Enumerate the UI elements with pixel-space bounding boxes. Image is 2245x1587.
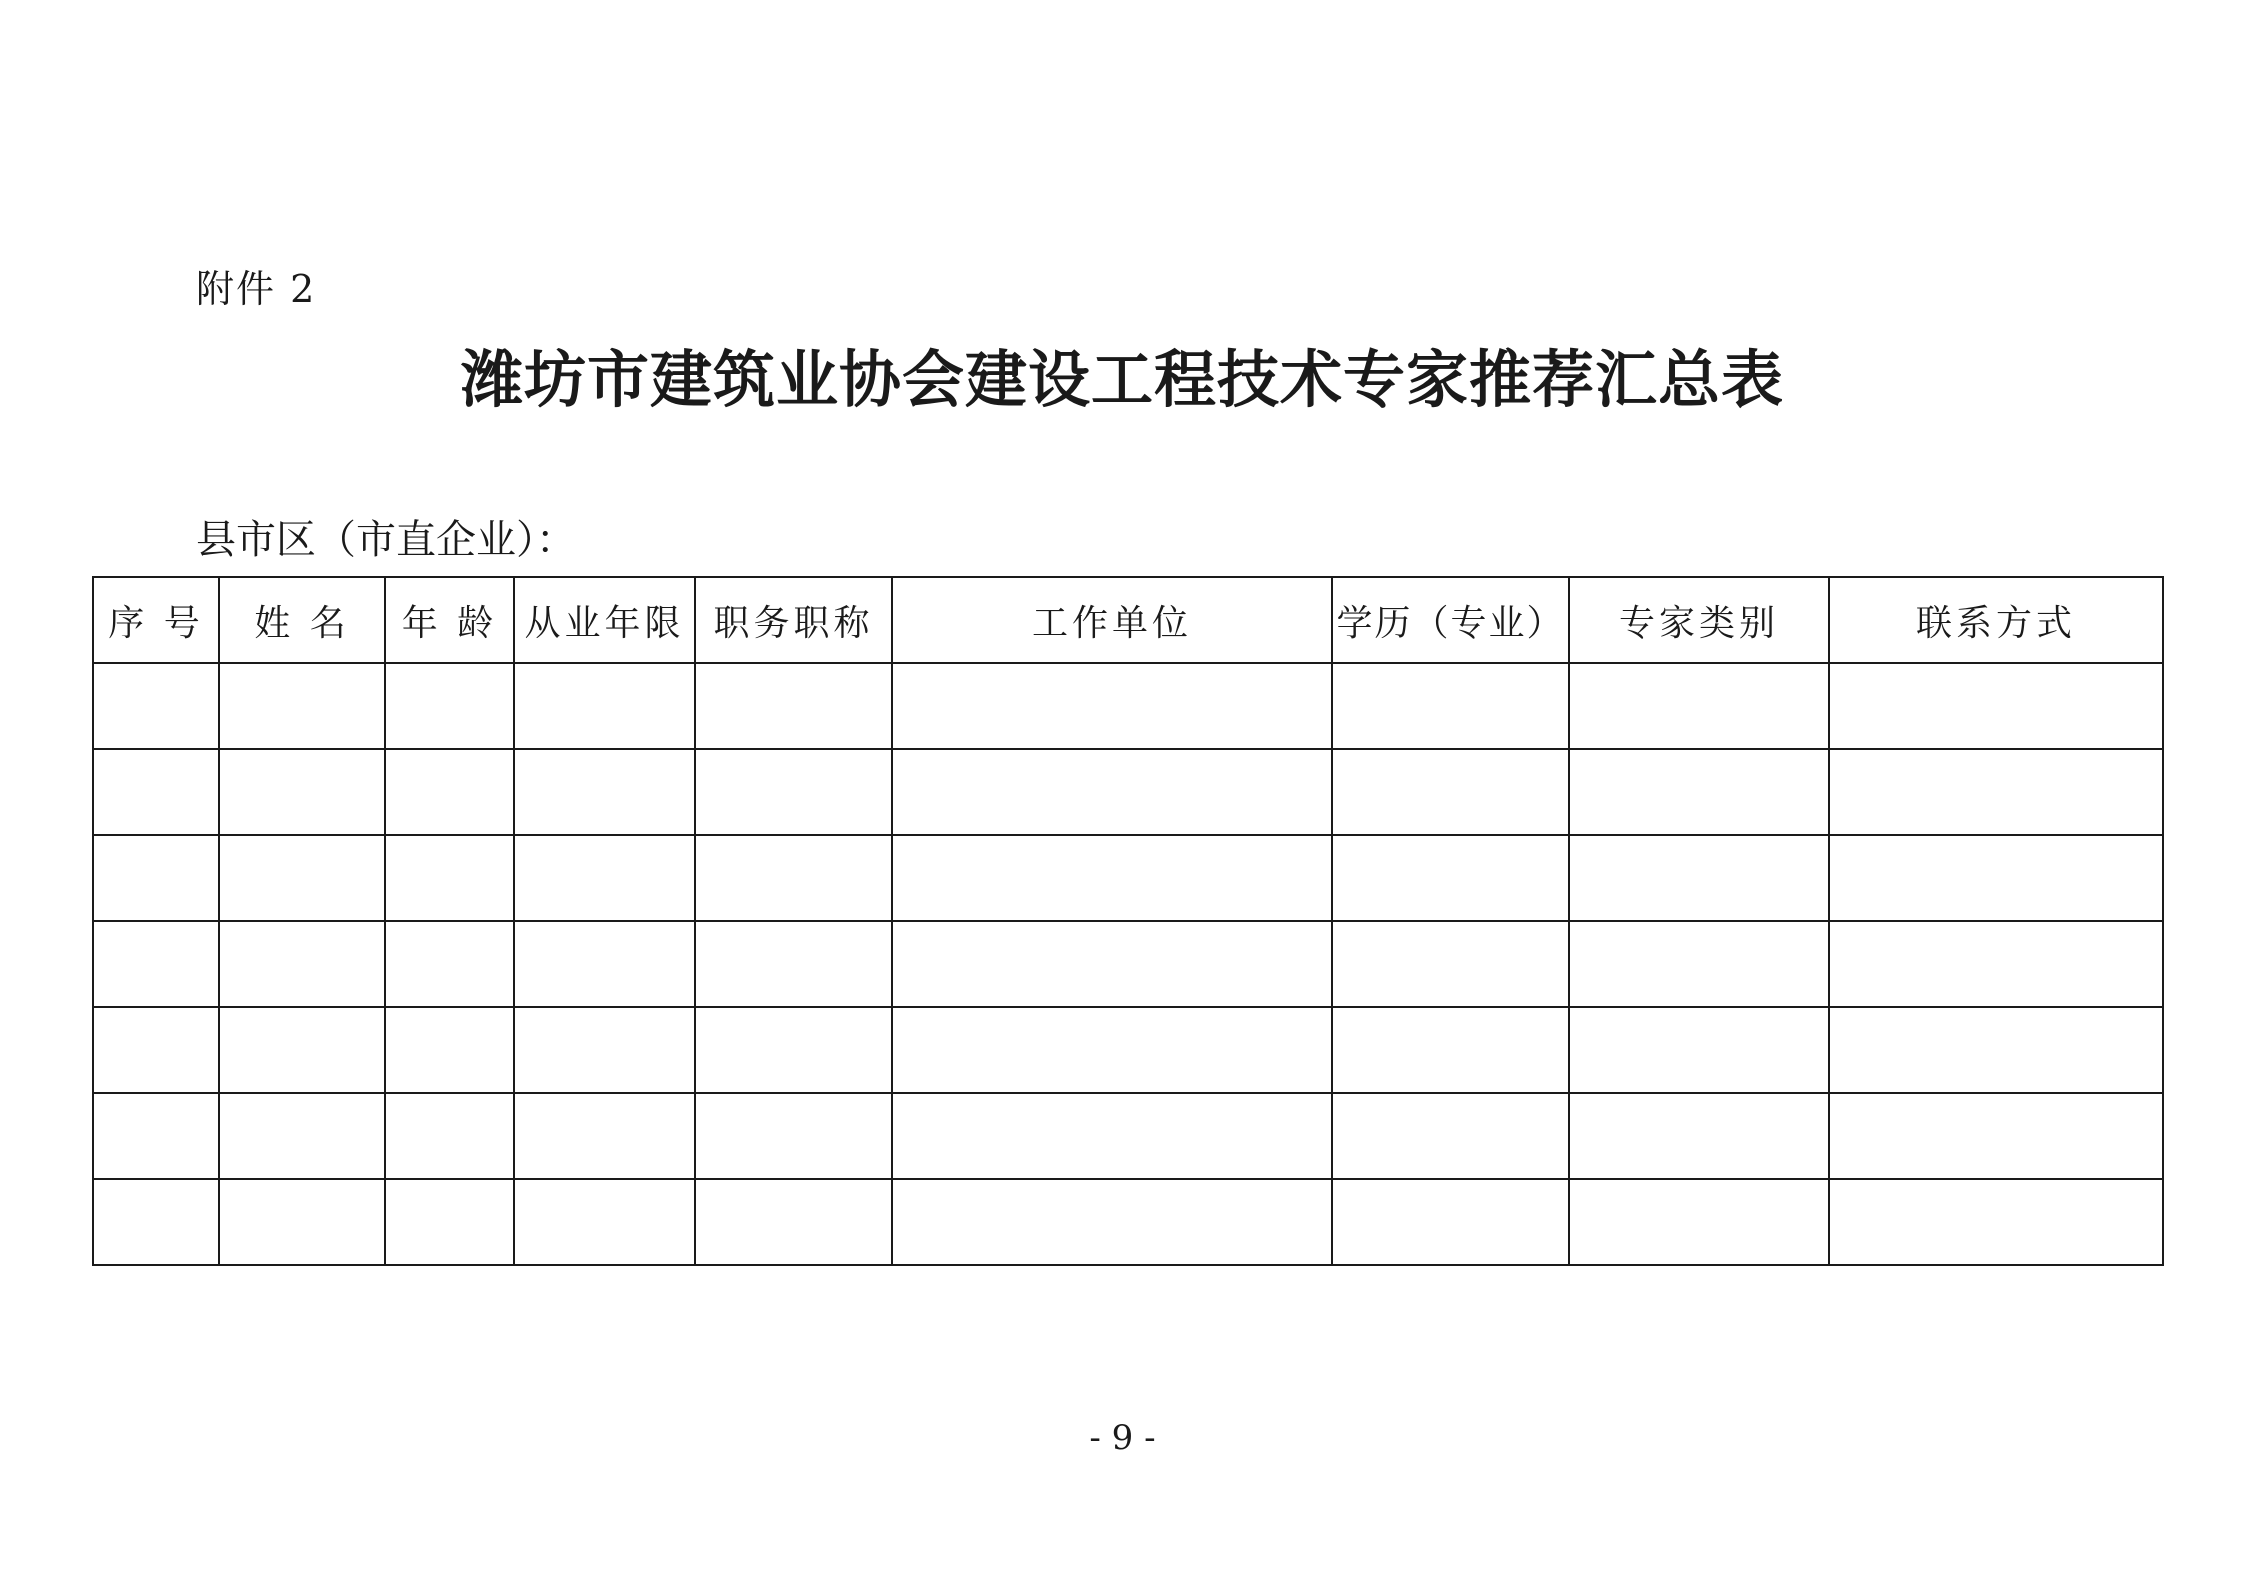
table-cell-expert-category[interactable]	[1569, 835, 1829, 921]
table-cell-work-unit[interactable]	[892, 1007, 1332, 1093]
table-cell-years-of-practice[interactable]	[514, 749, 695, 835]
table-cell-contact[interactable]	[1829, 663, 2163, 749]
table-cell-position-title[interactable]	[695, 921, 892, 1007]
table-cell-work-unit[interactable]	[892, 835, 1332, 921]
table-cell-years-of-practice[interactable]	[514, 1007, 695, 1093]
table-cell-expert-category[interactable]	[1569, 1093, 1829, 1179]
table-cell-name[interactable]	[219, 1179, 385, 1265]
table-cell-work-unit[interactable]	[892, 921, 1332, 1007]
table-cell-contact[interactable]	[1829, 835, 2163, 921]
column-header-contact: 联系方式	[1829, 577, 2163, 663]
table-row	[93, 749, 2163, 835]
table-cell-index[interactable]	[93, 749, 219, 835]
table-cell-position-title[interactable]	[695, 1093, 892, 1179]
table-cell-expert-category[interactable]	[1569, 1007, 1829, 1093]
table-cell-name[interactable]	[219, 921, 385, 1007]
table-cell-name[interactable]	[219, 1093, 385, 1179]
table-cell-name[interactable]	[219, 835, 385, 921]
table-cell-index[interactable]	[93, 1093, 219, 1179]
table-cell-education[interactable]	[1332, 835, 1569, 921]
table-cell-position-title[interactable]	[695, 1179, 892, 1265]
table-cell-education[interactable]	[1332, 749, 1569, 835]
table-cell-age[interactable]	[385, 921, 514, 1007]
table-row	[93, 1007, 2163, 1093]
table-cell-years-of-practice[interactable]	[514, 663, 695, 749]
column-header-expert-category: 专家类别	[1569, 577, 1829, 663]
table-cell-expert-category[interactable]	[1569, 663, 1829, 749]
region-label: 县市区（市直企业）：	[196, 517, 576, 563]
table-cell-name[interactable]	[219, 663, 385, 749]
table-cell-expert-category[interactable]	[1569, 921, 1829, 1007]
column-header-education: 学历（专业）	[1332, 577, 1569, 663]
column-header-age: 年 龄	[385, 577, 514, 663]
table-cell-work-unit[interactable]	[892, 663, 1332, 749]
table-cell-education[interactable]	[1332, 1179, 1569, 1265]
column-header-years-of-practice: 从业年限	[514, 577, 695, 663]
column-header-index: 序 号	[93, 577, 219, 663]
column-header-name: 姓 名	[219, 577, 385, 663]
table-cell-contact[interactable]	[1829, 1007, 2163, 1093]
table-cell-education[interactable]	[1332, 921, 1569, 1007]
document-title: 潍坊市建筑业协会建设工程技术专家推荐汇总表	[460, 343, 1784, 416]
table-cell-index[interactable]	[93, 1007, 219, 1093]
table-cell-position-title[interactable]	[695, 663, 892, 749]
table-cell-position-title[interactable]	[695, 1007, 892, 1093]
table-row	[93, 1179, 2163, 1265]
table-cell-contact[interactable]	[1829, 749, 2163, 835]
table-cell-age[interactable]	[385, 663, 514, 749]
column-header-work-unit: 工作单位	[892, 577, 1332, 663]
table-cell-years-of-practice[interactable]	[514, 1179, 695, 1265]
table-cell-age[interactable]	[385, 749, 514, 835]
table-cell-work-unit[interactable]	[892, 1093, 1332, 1179]
table-cell-education[interactable]	[1332, 663, 1569, 749]
recommendation-table	[92, 576, 2164, 1266]
table-cell-education[interactable]	[1332, 1007, 1569, 1093]
table-cell-work-unit[interactable]	[892, 749, 1332, 835]
table-row	[93, 921, 2163, 1007]
column-header-position-title: 职务职称	[695, 577, 892, 663]
table-cell-position-title[interactable]	[695, 835, 892, 921]
page-number: - 9 -	[1089, 1418, 1156, 1458]
table-cell-years-of-practice[interactable]	[514, 921, 695, 1007]
attachment-label: 附件 2	[196, 267, 317, 311]
table-cell-contact[interactable]	[1829, 1179, 2163, 1265]
table-row	[93, 663, 2163, 749]
table-cell-name[interactable]	[219, 1007, 385, 1093]
table-cell-contact[interactable]	[1829, 921, 2163, 1007]
table-cell-expert-category[interactable]	[1569, 749, 1829, 835]
table-cell-education[interactable]	[1332, 1093, 1569, 1179]
table-cell-contact[interactable]	[1829, 1093, 2163, 1179]
table-cell-age[interactable]	[385, 1007, 514, 1093]
table-cell-expert-category[interactable]	[1569, 1179, 1829, 1265]
table-cell-age[interactable]	[385, 1093, 514, 1179]
table-cell-index[interactable]	[93, 663, 219, 749]
table-cell-index[interactable]	[93, 835, 219, 921]
table-cell-age[interactable]	[385, 835, 514, 921]
table-cell-years-of-practice[interactable]	[514, 835, 695, 921]
table-cell-position-title[interactable]	[695, 749, 892, 835]
table-cell-index[interactable]	[93, 921, 219, 1007]
table-body	[93, 663, 2163, 1265]
table-cell-years-of-practice[interactable]	[514, 1093, 695, 1179]
table-cell-age[interactable]	[385, 1179, 514, 1265]
table-cell-work-unit[interactable]	[892, 1179, 1332, 1265]
table-row	[93, 1093, 2163, 1179]
table-header-row	[93, 577, 2163, 663]
table-cell-name[interactable]	[219, 749, 385, 835]
table-row	[93, 835, 2163, 921]
table-cell-index[interactable]	[93, 1179, 219, 1265]
